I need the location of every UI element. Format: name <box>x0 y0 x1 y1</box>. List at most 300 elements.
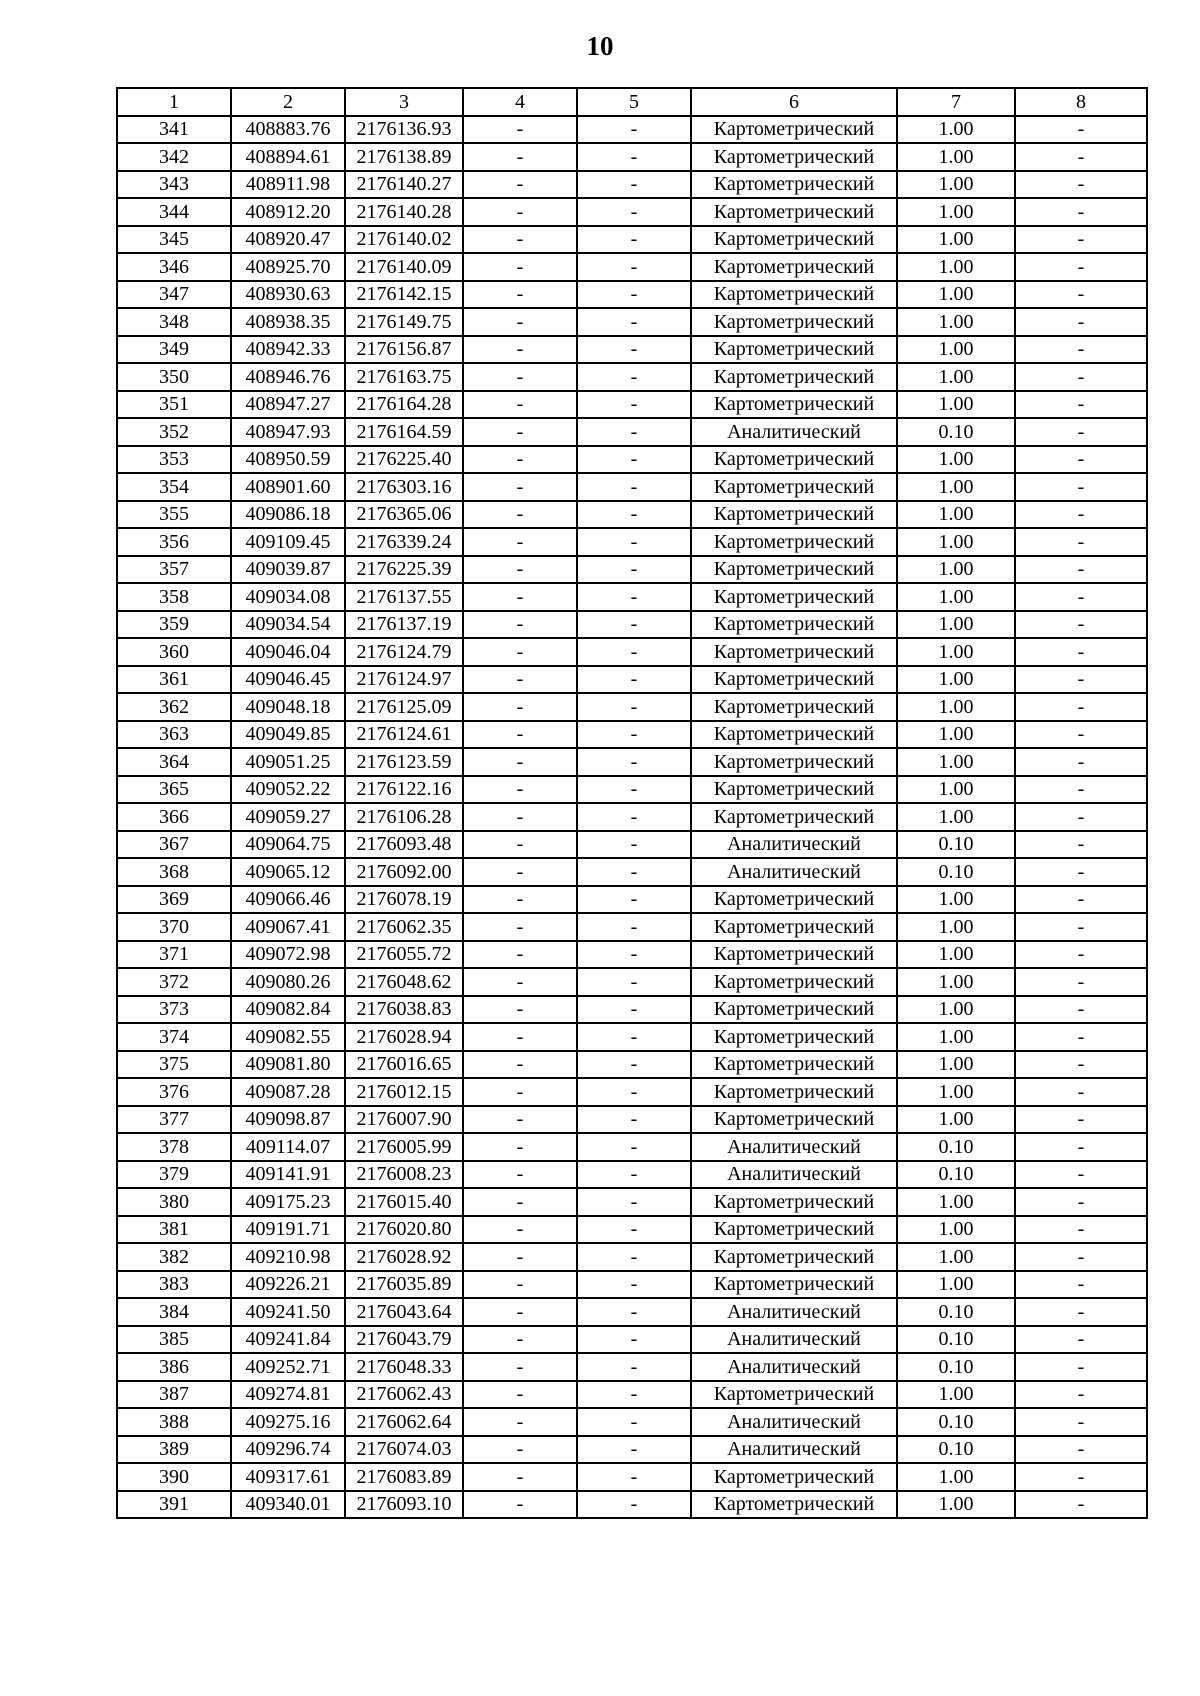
table-row <box>117 171 1147 199</box>
method-cell: Аналитический <box>691 1161 897 1189</box>
x-coordinate-cell: 409109.45 <box>231 528 345 556</box>
accuracy-cell: 1.00 <box>897 611 1015 639</box>
column-4-cell: - <box>463 1326 577 1354</box>
column-5-cell: - <box>577 363 691 391</box>
y-coordinate-cell: 2176140.28 <box>345 198 463 226</box>
x-coordinate-cell: 409039.87 <box>231 556 345 584</box>
method-cell: Картометрический <box>691 1023 897 1051</box>
table-row <box>117 748 1147 776</box>
column-8-cell: - <box>1015 556 1147 584</box>
column-5-cell: - <box>577 1298 691 1326</box>
method-cell: Картометрический <box>691 968 897 996</box>
column-4-cell: - <box>463 776 577 804</box>
method-cell: Картометрический <box>691 1216 897 1244</box>
y-coordinate-cell: 2176092.00 <box>345 858 463 886</box>
y-coordinate-cell: 2176043.79 <box>345 1326 463 1354</box>
method-cell: Картометрический <box>691 666 897 694</box>
y-coordinate-cell: 2176008.23 <box>345 1161 463 1189</box>
accuracy-cell: 1.00 <box>897 473 1015 501</box>
column-4-cell: - <box>463 226 577 254</box>
table-row <box>117 666 1147 694</box>
column-8-cell: - <box>1015 583 1147 611</box>
x-coordinate-cell: 408901.60 <box>231 473 345 501</box>
point-number-cell: 371 <box>117 941 231 969</box>
column-5-cell: - <box>577 1216 691 1244</box>
point-number-cell: 343 <box>117 171 231 199</box>
column-5-cell: - <box>577 226 691 254</box>
accuracy-cell: 1.00 <box>897 501 1015 529</box>
y-coordinate-cell: 2176365.06 <box>345 501 463 529</box>
column-5-cell: - <box>577 253 691 281</box>
column-8-cell: - <box>1015 721 1147 749</box>
method-cell: Картометрический <box>691 996 897 1024</box>
point-number-cell: 374 <box>117 1023 231 1051</box>
column-8-cell: - <box>1015 116 1147 144</box>
point-number-cell: 375 <box>117 1051 231 1079</box>
x-coordinate-cell: 409051.25 <box>231 748 345 776</box>
column-5-cell: - <box>577 528 691 556</box>
column-header: 3 <box>345 88 463 116</box>
method-cell: Картометрический <box>691 473 897 501</box>
column-8-cell: - <box>1015 831 1147 859</box>
column-4-cell: - <box>463 363 577 391</box>
column-8-cell: - <box>1015 501 1147 529</box>
accuracy-cell: 1.00 <box>897 1188 1015 1216</box>
column-4-cell: - <box>463 666 577 694</box>
column-4-cell: - <box>463 886 577 914</box>
point-number-cell: 341 <box>117 116 231 144</box>
table-row <box>117 1491 1147 1519</box>
x-coordinate-cell: 409049.85 <box>231 721 345 749</box>
point-number-cell: 344 <box>117 198 231 226</box>
column-8-cell: - <box>1015 693 1147 721</box>
accuracy-cell: 1.00 <box>897 1463 1015 1491</box>
column-8-cell: - <box>1015 391 1147 419</box>
method-cell: Аналитический <box>691 858 897 886</box>
column-4-cell: - <box>463 1078 577 1106</box>
x-coordinate-cell: 408946.76 <box>231 363 345 391</box>
point-number-cell: 385 <box>117 1326 231 1354</box>
column-header: 8 <box>1015 88 1147 116</box>
column-5-cell: - <box>577 583 691 611</box>
accuracy-cell: 1.00 <box>897 638 1015 666</box>
column-5-cell: - <box>577 143 691 171</box>
accuracy-cell: 1.00 <box>897 583 1015 611</box>
column-4-cell: - <box>463 281 577 309</box>
accuracy-cell: 0.10 <box>897 1326 1015 1354</box>
accuracy-cell: 1.00 <box>897 776 1015 804</box>
column-5-cell: - <box>577 1078 691 1106</box>
table-row <box>117 1188 1147 1216</box>
method-cell: Картометрический <box>691 391 897 419</box>
table-row <box>117 363 1147 391</box>
column-5-cell: - <box>577 1436 691 1464</box>
column-5-cell: - <box>577 721 691 749</box>
x-coordinate-cell: 409059.27 <box>231 803 345 831</box>
y-coordinate-cell: 2176123.59 <box>345 748 463 776</box>
column-4-cell: - <box>463 556 577 584</box>
method-cell: Аналитический <box>691 1298 897 1326</box>
table-row <box>117 1216 1147 1244</box>
page-number: 10 <box>586 31 614 61</box>
column-8-cell: - <box>1015 776 1147 804</box>
method-cell: Картометрический <box>691 1243 897 1271</box>
accuracy-cell: 0.10 <box>897 1408 1015 1436</box>
table-row <box>117 198 1147 226</box>
x-coordinate-cell: 409226.21 <box>231 1271 345 1299</box>
accuracy-cell: 1.00 <box>897 1023 1015 1051</box>
method-cell: Картометрический <box>691 611 897 639</box>
column-8-cell: - <box>1015 1106 1147 1134</box>
column-5-cell: - <box>577 1051 691 1079</box>
column-5-cell: - <box>577 803 691 831</box>
point-number-cell: 391 <box>117 1491 231 1519</box>
column-5-cell: - <box>577 611 691 639</box>
x-coordinate-cell: 409086.18 <box>231 501 345 529</box>
x-coordinate-cell: 409175.23 <box>231 1188 345 1216</box>
column-5-cell: - <box>577 1491 691 1519</box>
column-4-cell: - <box>463 748 577 776</box>
table-row <box>117 858 1147 886</box>
column-5-cell: - <box>577 1353 691 1381</box>
column-8-cell: - <box>1015 253 1147 281</box>
column-4-cell: - <box>463 1243 577 1271</box>
point-number-cell: 357 <box>117 556 231 584</box>
point-number-cell: 350 <box>117 363 231 391</box>
column-8-cell: - <box>1015 1436 1147 1464</box>
y-coordinate-cell: 2176005.99 <box>345 1133 463 1161</box>
table-row <box>117 418 1147 446</box>
column-8-cell: - <box>1015 281 1147 309</box>
column-8-cell: - <box>1015 1408 1147 1436</box>
column-4-cell: - <box>463 501 577 529</box>
accuracy-cell: 0.10 <box>897 858 1015 886</box>
table-row <box>117 1133 1147 1161</box>
table-row <box>117 1298 1147 1326</box>
column-8-cell: - <box>1015 1023 1147 1051</box>
accuracy-cell: 1.00 <box>897 886 1015 914</box>
column-4-cell: - <box>463 1051 577 1079</box>
column-5-cell: - <box>577 831 691 859</box>
y-coordinate-cell: 2176028.92 <box>345 1243 463 1271</box>
table-row <box>117 253 1147 281</box>
column-5-cell: - <box>577 1133 691 1161</box>
accuracy-cell: 0.10 <box>897 1161 1015 1189</box>
method-cell: Картометрический <box>691 776 897 804</box>
column-4-cell: - <box>463 1408 577 1436</box>
column-8-cell: - <box>1015 941 1147 969</box>
x-coordinate-cell: 409082.55 <box>231 1023 345 1051</box>
point-number-cell: 355 <box>117 501 231 529</box>
accuracy-cell: 1.00 <box>897 913 1015 941</box>
column-4-cell: - <box>463 1271 577 1299</box>
method-cell: Картометрический <box>691 501 897 529</box>
column-5-cell: - <box>577 418 691 446</box>
point-number-cell: 346 <box>117 253 231 281</box>
point-number-cell: 381 <box>117 1216 231 1244</box>
point-number-cell: 363 <box>117 721 231 749</box>
accuracy-cell: 0.10 <box>897 1353 1015 1381</box>
x-coordinate-cell: 409241.50 <box>231 1298 345 1326</box>
column-4-cell: - <box>463 1133 577 1161</box>
y-coordinate-cell: 2176055.72 <box>345 941 463 969</box>
method-cell: Картометрический <box>691 803 897 831</box>
x-coordinate-cell: 408930.63 <box>231 281 345 309</box>
accuracy-cell: 1.00 <box>897 198 1015 226</box>
x-coordinate-cell: 409317.61 <box>231 1463 345 1491</box>
point-number-cell: 386 <box>117 1353 231 1381</box>
method-cell: Аналитический <box>691 831 897 859</box>
y-coordinate-cell: 2176015.40 <box>345 1188 463 1216</box>
method-cell: Аналитический <box>691 1436 897 1464</box>
method-cell: Картометрический <box>691 253 897 281</box>
table-row <box>117 941 1147 969</box>
column-5-cell: - <box>577 638 691 666</box>
point-number-cell: 368 <box>117 858 231 886</box>
column-8-cell: - <box>1015 446 1147 474</box>
column-8-cell: - <box>1015 858 1147 886</box>
column-5-cell: - <box>577 968 691 996</box>
x-coordinate-cell: 409274.81 <box>231 1381 345 1409</box>
point-number-cell: 361 <box>117 666 231 694</box>
method-cell: Картометрический <box>691 171 897 199</box>
method-cell: Картометрический <box>691 886 897 914</box>
column-5-cell: - <box>577 748 691 776</box>
table-row <box>117 611 1147 639</box>
column-8-cell: - <box>1015 1216 1147 1244</box>
table-row <box>117 721 1147 749</box>
table-row <box>117 1408 1147 1436</box>
point-number-cell: 377 <box>117 1106 231 1134</box>
table-row <box>117 913 1147 941</box>
method-cell: Аналитический <box>691 1353 897 1381</box>
accuracy-cell: 1.00 <box>897 1106 1015 1134</box>
x-coordinate-cell: 408920.47 <box>231 226 345 254</box>
x-coordinate-cell: 409034.08 <box>231 583 345 611</box>
y-coordinate-cell: 2176138.89 <box>345 143 463 171</box>
x-coordinate-cell: 409241.84 <box>231 1326 345 1354</box>
accuracy-cell: 0.10 <box>897 1133 1015 1161</box>
y-coordinate-cell: 2176007.90 <box>345 1106 463 1134</box>
accuracy-cell: 1.00 <box>897 446 1015 474</box>
point-number-cell: 384 <box>117 1298 231 1326</box>
accuracy-cell: 1.00 <box>897 1216 1015 1244</box>
y-coordinate-cell: 2176093.48 <box>345 831 463 859</box>
y-coordinate-cell: 2176225.40 <box>345 446 463 474</box>
accuracy-cell: 1.00 <box>897 1381 1015 1409</box>
method-cell: Картометрический <box>691 363 897 391</box>
point-number-cell: 370 <box>117 913 231 941</box>
point-number-cell: 362 <box>117 693 231 721</box>
column-5-cell: - <box>577 171 691 199</box>
column-8-cell: - <box>1015 913 1147 941</box>
column-4-cell: - <box>463 418 577 446</box>
accuracy-cell: 1.00 <box>897 721 1015 749</box>
accuracy-cell: 1.00 <box>897 308 1015 336</box>
accuracy-cell: 1.00 <box>897 1271 1015 1299</box>
method-cell: Картометрический <box>691 116 897 144</box>
y-coordinate-cell: 2176093.10 <box>345 1491 463 1519</box>
method-cell: Картометрический <box>691 748 897 776</box>
method-cell: Картометрический <box>691 281 897 309</box>
point-number-cell: 364 <box>117 748 231 776</box>
method-cell: Картометрический <box>691 721 897 749</box>
accuracy-cell: 1.00 <box>897 996 1015 1024</box>
column-4-cell: - <box>463 1106 577 1134</box>
column-4-cell: - <box>463 446 577 474</box>
y-coordinate-cell: 2176149.75 <box>345 308 463 336</box>
column-8-cell: - <box>1015 528 1147 556</box>
x-coordinate-cell: 409072.98 <box>231 941 345 969</box>
column-8-cell: - <box>1015 1078 1147 1106</box>
accuracy-cell: 1.00 <box>897 941 1015 969</box>
column-8-cell: - <box>1015 886 1147 914</box>
x-coordinate-cell: 409141.91 <box>231 1161 345 1189</box>
table-row <box>117 1436 1147 1464</box>
column-4-cell: - <box>463 171 577 199</box>
column-8-cell: - <box>1015 1491 1147 1519</box>
y-coordinate-cell: 2176164.59 <box>345 418 463 446</box>
table-row <box>117 1161 1147 1189</box>
column-8-cell: - <box>1015 1188 1147 1216</box>
point-number-cell: 367 <box>117 831 231 859</box>
table-row <box>117 776 1147 804</box>
column-4-cell: - <box>463 1491 577 1519</box>
column-5-cell: - <box>577 1188 691 1216</box>
point-number-cell: 388 <box>117 1408 231 1436</box>
column-8-cell: - <box>1015 1298 1147 1326</box>
column-5-cell: - <box>577 308 691 336</box>
accuracy-cell: 1.00 <box>897 803 1015 831</box>
point-number-cell: 373 <box>117 996 231 1024</box>
y-coordinate-cell: 2176136.93 <box>345 116 463 144</box>
column-5-cell: - <box>577 198 691 226</box>
x-coordinate-cell: 409080.26 <box>231 968 345 996</box>
y-coordinate-cell: 2176303.16 <box>345 473 463 501</box>
method-cell: Картометрический <box>691 1078 897 1106</box>
table-row <box>117 831 1147 859</box>
column-8-cell: - <box>1015 308 1147 336</box>
x-coordinate-cell: 409082.84 <box>231 996 345 1024</box>
column-5-cell: - <box>577 666 691 694</box>
column-8-cell: - <box>1015 1271 1147 1299</box>
x-coordinate-cell: 409064.75 <box>231 831 345 859</box>
method-cell: Картометрический <box>691 556 897 584</box>
table-row <box>117 583 1147 611</box>
table-row <box>117 1106 1147 1134</box>
column-8-cell: - <box>1015 1051 1147 1079</box>
column-5-cell: - <box>577 1381 691 1409</box>
column-4-cell: - <box>463 693 577 721</box>
x-coordinate-cell: 409066.46 <box>231 886 345 914</box>
column-header: 5 <box>577 88 691 116</box>
y-coordinate-cell: 2176142.15 <box>345 281 463 309</box>
x-coordinate-cell: 409034.54 <box>231 611 345 639</box>
accuracy-cell: 1.00 <box>897 336 1015 364</box>
accuracy-cell: 1.00 <box>897 1243 1015 1271</box>
table-row <box>117 693 1147 721</box>
table-row <box>117 1078 1147 1106</box>
column-4-cell: - <box>463 803 577 831</box>
y-coordinate-cell: 2176028.94 <box>345 1023 463 1051</box>
column-4-cell: - <box>463 1381 577 1409</box>
table-row <box>117 143 1147 171</box>
column-4-cell: - <box>463 831 577 859</box>
column-4-cell: - <box>463 1298 577 1326</box>
column-8-cell: - <box>1015 336 1147 364</box>
column-8-cell: - <box>1015 473 1147 501</box>
table-row <box>117 1023 1147 1051</box>
table-row <box>117 1353 1147 1381</box>
x-coordinate-cell: 408947.93 <box>231 418 345 446</box>
table-row <box>117 638 1147 666</box>
x-coordinate-cell: 408912.20 <box>231 198 345 226</box>
column-5-cell: - <box>577 281 691 309</box>
y-coordinate-cell: 2176122.16 <box>345 776 463 804</box>
column-8-cell: - <box>1015 226 1147 254</box>
accuracy-cell: 1.00 <box>897 666 1015 694</box>
table-row <box>117 528 1147 556</box>
y-coordinate-cell: 2176012.15 <box>345 1078 463 1106</box>
column-4-cell: - <box>463 336 577 364</box>
method-cell: Картометрический <box>691 1381 897 1409</box>
y-coordinate-cell: 2176125.09 <box>345 693 463 721</box>
accuracy-cell: 1.00 <box>897 281 1015 309</box>
y-coordinate-cell: 2176083.89 <box>345 1463 463 1491</box>
x-coordinate-cell: 408925.70 <box>231 253 345 281</box>
method-cell: Картометрический <box>691 143 897 171</box>
point-number-cell: 379 <box>117 1161 231 1189</box>
method-cell: Картометрический <box>691 1188 897 1216</box>
column-5-cell: - <box>577 1106 691 1134</box>
column-8-cell: - <box>1015 1353 1147 1381</box>
accuracy-cell: 1.00 <box>897 968 1015 996</box>
method-cell: Картометрический <box>691 941 897 969</box>
y-coordinate-cell: 2176043.64 <box>345 1298 463 1326</box>
point-number-cell: 372 <box>117 968 231 996</box>
method-cell: Аналитический <box>691 418 897 446</box>
x-coordinate-cell: 409296.74 <box>231 1436 345 1464</box>
x-coordinate-cell: 409191.71 <box>231 1216 345 1244</box>
column-4-cell: - <box>463 1161 577 1189</box>
column-5-cell: - <box>577 1023 691 1051</box>
x-coordinate-cell: 409081.80 <box>231 1051 345 1079</box>
y-coordinate-cell: 2176062.35 <box>345 913 463 941</box>
column-8-cell: - <box>1015 1133 1147 1161</box>
accuracy-cell: 1.00 <box>897 253 1015 281</box>
accuracy-cell: 1.00 <box>897 748 1015 776</box>
table-body <box>117 116 1147 1519</box>
point-number-cell: 358 <box>117 583 231 611</box>
accuracy-cell: 0.10 <box>897 1436 1015 1464</box>
accuracy-cell: 1.00 <box>897 143 1015 171</box>
column-5-cell: - <box>577 446 691 474</box>
column-8-cell: - <box>1015 198 1147 226</box>
x-coordinate-cell: 409252.71 <box>231 1353 345 1381</box>
x-coordinate-cell: 409340.01 <box>231 1491 345 1519</box>
column-5-cell: - <box>577 1161 691 1189</box>
column-8-cell: - <box>1015 666 1147 694</box>
accuracy-cell: 1.00 <box>897 116 1015 144</box>
table-row <box>117 1463 1147 1491</box>
method-cell: Картометрический <box>691 1463 897 1491</box>
point-number-cell: 378 <box>117 1133 231 1161</box>
y-coordinate-cell: 2176048.62 <box>345 968 463 996</box>
column-5-cell: - <box>577 336 691 364</box>
column-4-cell: - <box>463 1216 577 1244</box>
y-coordinate-cell: 2176140.02 <box>345 226 463 254</box>
column-8-cell: - <box>1015 1161 1147 1189</box>
